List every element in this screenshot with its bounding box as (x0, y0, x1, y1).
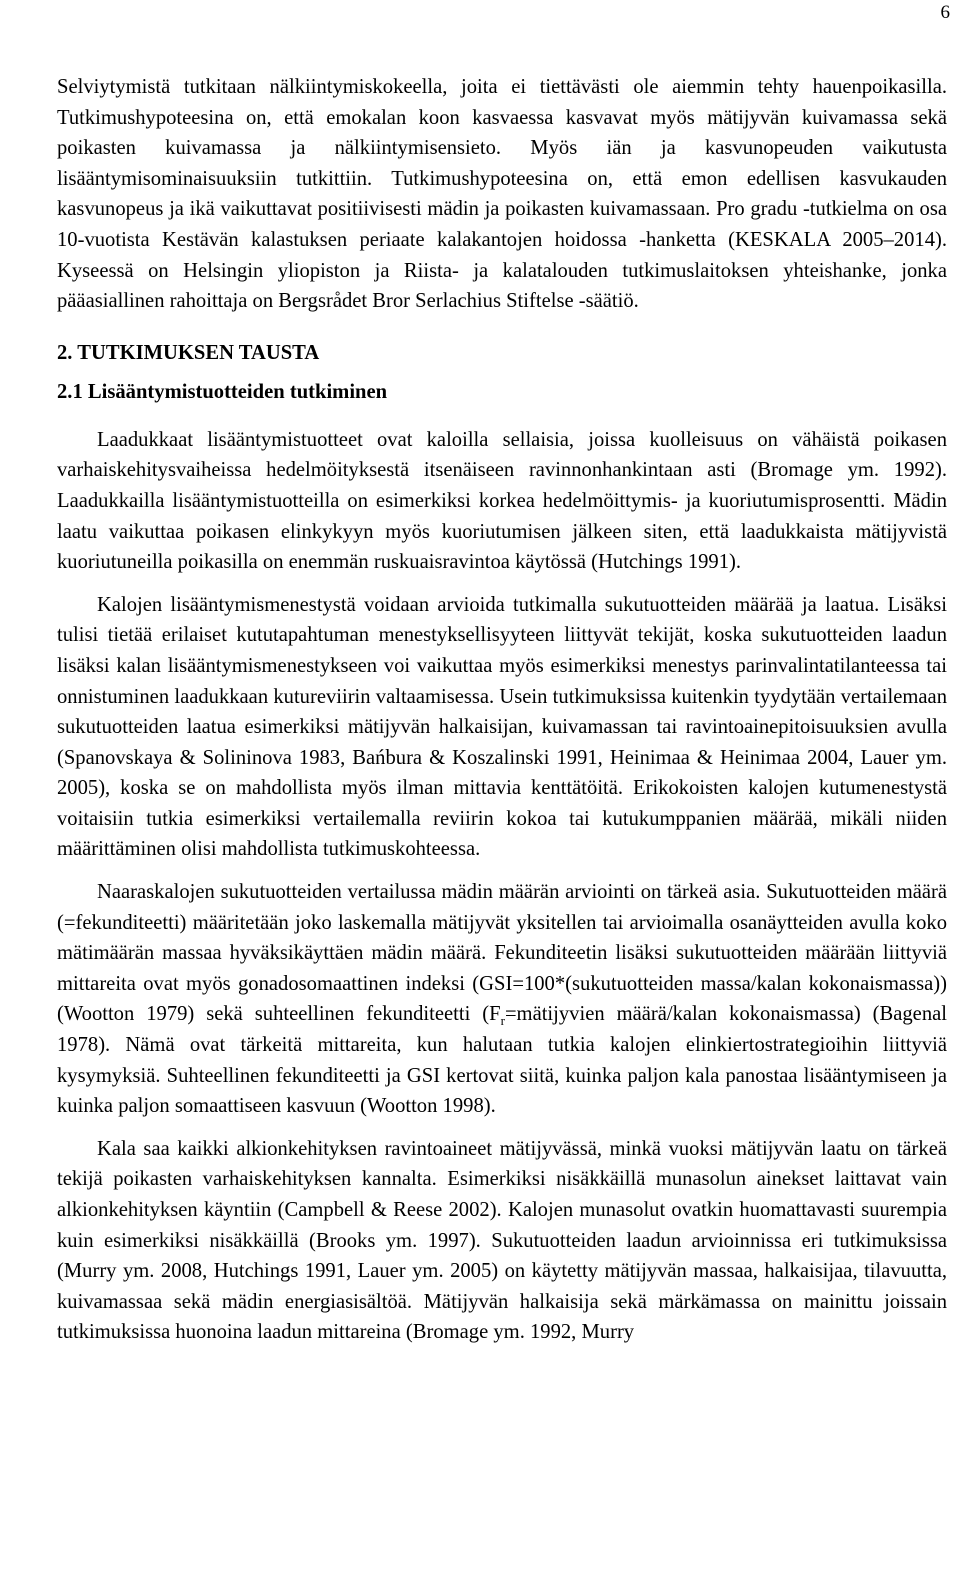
document-body (57, 72, 947, 1348)
paragraph-4: Kala saa kaikki alkionkehityksen ravintoaineet mätijyvässä, minkä vuoksi mätijyvän laatu on tärkeä tekijä poikasten varhaiskehityksen kannalta. Esimerkiksi nisäkkäillä munasolun ainekset laittavat vain alkionkehityksen käyntiin (Campbell & Reese 2002). Kalojen munasolut ovatkin huomattavasti suurempia kuin esimerkiksi nisäkkäillä (Brooks ym. 1997). Sukutuotteiden laadun arvioinnissa eri tutkimuksissa (Murry ym. 2008, Hutchings 1991, Lauer ym. 2005) on käytetty mätijyvän massaa, halkaisijaa, tilavuutta, kuivamassaa sekä mädin energiasisältöä. Mätijyvän halkaisija sekä märkämassa on mainittu joissain tutkimuksissa huonoina laadun mittareina (Bromage ym. 1992, Murry (57, 1137, 947, 1344)
paragraph-1: Laadukkaat lisääntymistuotteet ovat kaloilla sellaisia, joissa kuolleisuus on vähäistä poikasen varhaiskehitysvaiheissa hedelmöityksestä itsenäiseen ravinnonhankintaan asti (Bromage ym. 1992). Laadukkailla lisääntymistuotteilla on esimerkiksi korkea hedelmöittymis- ja kuoriutumisprosentti. Mädin laatu vaikuttaa poikasen elinkykyyn myös kuoriutumisen jälkeen siten, että laadukkaista mätijyvistä kuoriutuneilla poikasilla on enemmän ruskuaisravintoa käytössä (Hutchings 1991). (57, 428, 947, 574)
subscript-r: r (500, 1013, 505, 1029)
subsection-heading: 2.1 Lisääntymistuotteiden tutkiminen (57, 380, 388, 403)
intro-paragraph: Selviytymistä tutkitaan nälkiintymiskokeella, joita ei tiettävästi ole aiemmin tehty hauenpoikasilla. Tutkimushypoteesina on, että emokalan koon kasvaessa kasvavat myös mätijyvän kuivamassa sekä poikasten kuivamassa ja nälkiintymisensieto. Myös iän ja kasvunopeuden vaikutusta lisääntymisominaisuuksiin tutkittiin. Tutkimushypoteesina on, että emon edellisen kasvukauden kasvunopeus ja ikä vaikuttavat positiivisesti mädin ja poikasten kuivamassaan. Pro gradu -tutkielma on osa 10-vuotista Kestävän kalastuksen periaate kalakantojen hoidossa -hanketta (KESKALA 2005–2014). Kyseessä on Helsingin yliopiston ja Riista- ja kalatalouden tutkimuslaitoksen yhteishanke, jonka pääasiallinen rahoittaja on Bergsrådet Bror Serlachius Stiftelse -säätiö. (57, 76, 947, 313)
paragraph-3 (57, 877, 947, 1122)
paragraph-2: Kalojen lisääntymismenestystä voidaan arvioida tutkimalla sukutuotteiden määrää ja laatua. Lisäksi tulisi tietää erilaiset kututapahtuman menestyksellisyyteen liittyvät tekijät, koska sukutuotteiden laadun lisäksi kalan lisääntymismenestykseen voi vaikuttaa myös esimerkiksi menestys parinvalintatilanteessa tai onnistuminen laadukkaan kutureviirin valtaamisessa. Usein tutkimuksissa kuitenkin tyydytään vertailemaan sukutuotteiden laatua esimerkiksi mätijyvän halkaisijan, kuivamassan tai ravintoainepitoisuuksien avulla (Spanovskaya & Solininova 1983, Bańbura & Koszalinski 1991, Heinimaa & Heinimaa 2004, Lauer ym. 2005), koska se on mahdollista myös ilman mittavia kenttätöitä. Erikokoisten kalojen kutumenestystä voitaisiin tutkia esimerkiksi vertailemalla reviirin kokoa tai kutukumppanien määrää, mikäli niiden määrittäminen olisi mahdollista tutkimuskohteessa. (57, 593, 947, 861)
section-heading: 2. TUTKIMUKSEN TAUSTA (57, 341, 320, 364)
paragraph-3-text-b: =mätijyvien määrä/kalan kokonaismassa) (Bagenal 1978). Nämä ovat tärkeitä mittareita, kun halutaan tutkia kalojen elinkiertostrategioihin liittyviä kysymyksiä. Suhteellinen fekunditeetti ja GSI kertovat siitä, kuinka paljon kala panostaa lisääntymiseen ja kuinka paljon somaattiseen kasvuun (Wootton 1998). (57, 1003, 947, 1118)
paragraph-3-text-a: Naaraskalojen sukutuotteiden vertailussa mädin määrän arviointi on tärkeä asia. Sukutuotteiden määrä (=fekunditeetti) määritetään joko laskemalla mätijyvät yksitellen tai arvioimalla osanäytteiden avulla koko mätimäärän massaa hyväksikäyttäen mädin määrä. Fekunditeetin lisäksi sukutuotteiden määrään liittyviä mittareita ovat myös gonadosomaattinen indeksi (GSI=100*(sukutuotteiden massa/kalan kokonaismassa)) (Wootton 1979) sekä suhteellinen fekunditeetti (F (57, 881, 947, 1026)
page-number: 6 (940, 2, 950, 23)
